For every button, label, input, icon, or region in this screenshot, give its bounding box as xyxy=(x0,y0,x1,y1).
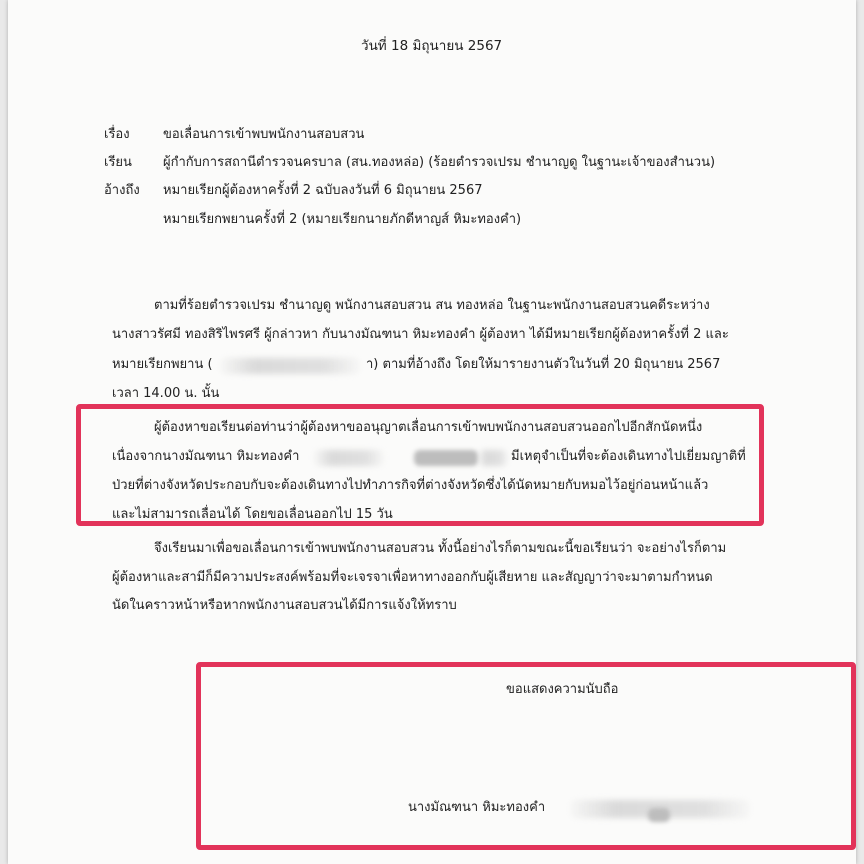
recipient-label: เรียน xyxy=(104,155,132,170)
redacted-witness-name xyxy=(220,358,360,374)
para2-line-1: ผู้ต้องหาขอเรียนต่อท่านว่าผู้ต้องหาขออนุญาตเลื่อนการเข้าพบพนักงานสอบสวนออกไปอีกสักนัดหนึ่ง xyxy=(154,420,703,435)
para2-line-2-end: มีเหตุจำเป็นที่จะต้องเดินทางไปเยี่ยมญาติที่ xyxy=(511,449,746,464)
signature-name: นางมัณฑนา หิมะทองคำ xyxy=(408,800,546,815)
subject-value: ขอเลื่อนการเข้าพบพนักงานสอบสวน xyxy=(163,127,365,142)
para3-line-2: ผู้ต้องหาและสามีก็มีความประสงค์พร้อมที่จะเจรจาเพื่อหาทางออกกับผู้เสียหาย และสัญญาว่าจะมาตามกำหนด xyxy=(112,570,713,585)
letter-date: วันที่ 18 มิถุนายน 2567 xyxy=(361,38,503,54)
para1-line-3-end: า) ตามที่อ้างถึง โดยให้มารายงานตัวในวันที่ 20 มิถุนายน 2567 xyxy=(366,357,721,372)
recipient-value: ผู้กำกับการสถานีตำรวจนครบาล (สน.ทองหล่อ) (ร้อยตำรวจเปรม ชำนาญดู ในฐานะเจ้าของสำนวน) xyxy=(163,155,716,170)
para1-line-1: ตามที่ร้อยตำรวจเปรม ชำนาญดู พนักงานสอบสวน สน ทองหล่อ ในฐานะพนักงานสอบสวนคดีระหว่าง xyxy=(154,298,710,313)
reference-line-1: หมายเรียกผู้ต้องหาครั้งที่ 2 ฉบับลงวันที่ 6 มิถุนายน 2567 xyxy=(163,183,483,198)
highlight-box-reason xyxy=(76,404,764,526)
para1-line-4: เวลา 14.00 น. นั้น xyxy=(112,386,220,401)
para3-line-3: นัดในคราวหน้าหรือหากพนักงานสอบสวนได้มีการแจ้งให้ทราบ xyxy=(112,598,457,613)
para2-line-4: และไม่สามารถเลื่อนได้ โดยขอเลื่อนออกไป 15 วัน xyxy=(112,507,393,522)
redacted-signature-mark xyxy=(648,808,670,822)
para1-line-2: นางสาวรัศมี ทองสิริไพรศรี ผู้กล่าวหา กับนางมัณฑนา หิมะทองคำ ผู้ต้องหา ได้มีหมายเรียกผู้ต้องหาครั้งที่ 2 และ xyxy=(112,327,729,342)
para1-line-3-start: หมายเรียกพยาน ( xyxy=(112,357,213,372)
reference-line-2: หมายเรียกพยานครั้งที่ 2 (หมายเรียกนายภักดีหาญส์ หิมะทองคำ) xyxy=(163,212,522,227)
letter-page xyxy=(8,0,856,864)
subject-label: เรื่อง xyxy=(104,127,130,142)
closing-phrase: ขอแสดงความนับถือ xyxy=(506,682,619,697)
para2-line-3: ป่วยที่ต่างจังหวัดประกอบกับจะต้องเดินทางไปทำภารกิจที่ต่างจังหวัดซึ่งได้นัดหมายกับหมอไว้อยู่ก่อนหน้าแล้ว xyxy=(112,478,709,493)
para3-line-1: จึงเรียนมาเพื่อขอเลื่อนการเข้าพบพนักงานสอบสวน ทั้งนี้อย่างไรก็ตามขณะนี้ขอเรียนว่า จะอย่างไรก็ตาม xyxy=(154,541,727,556)
para2-line-2-start: เนื่องจากนางมัณฑนา หิมะทองคำ xyxy=(112,449,300,464)
reference-label: อ้างถึง xyxy=(104,183,140,198)
